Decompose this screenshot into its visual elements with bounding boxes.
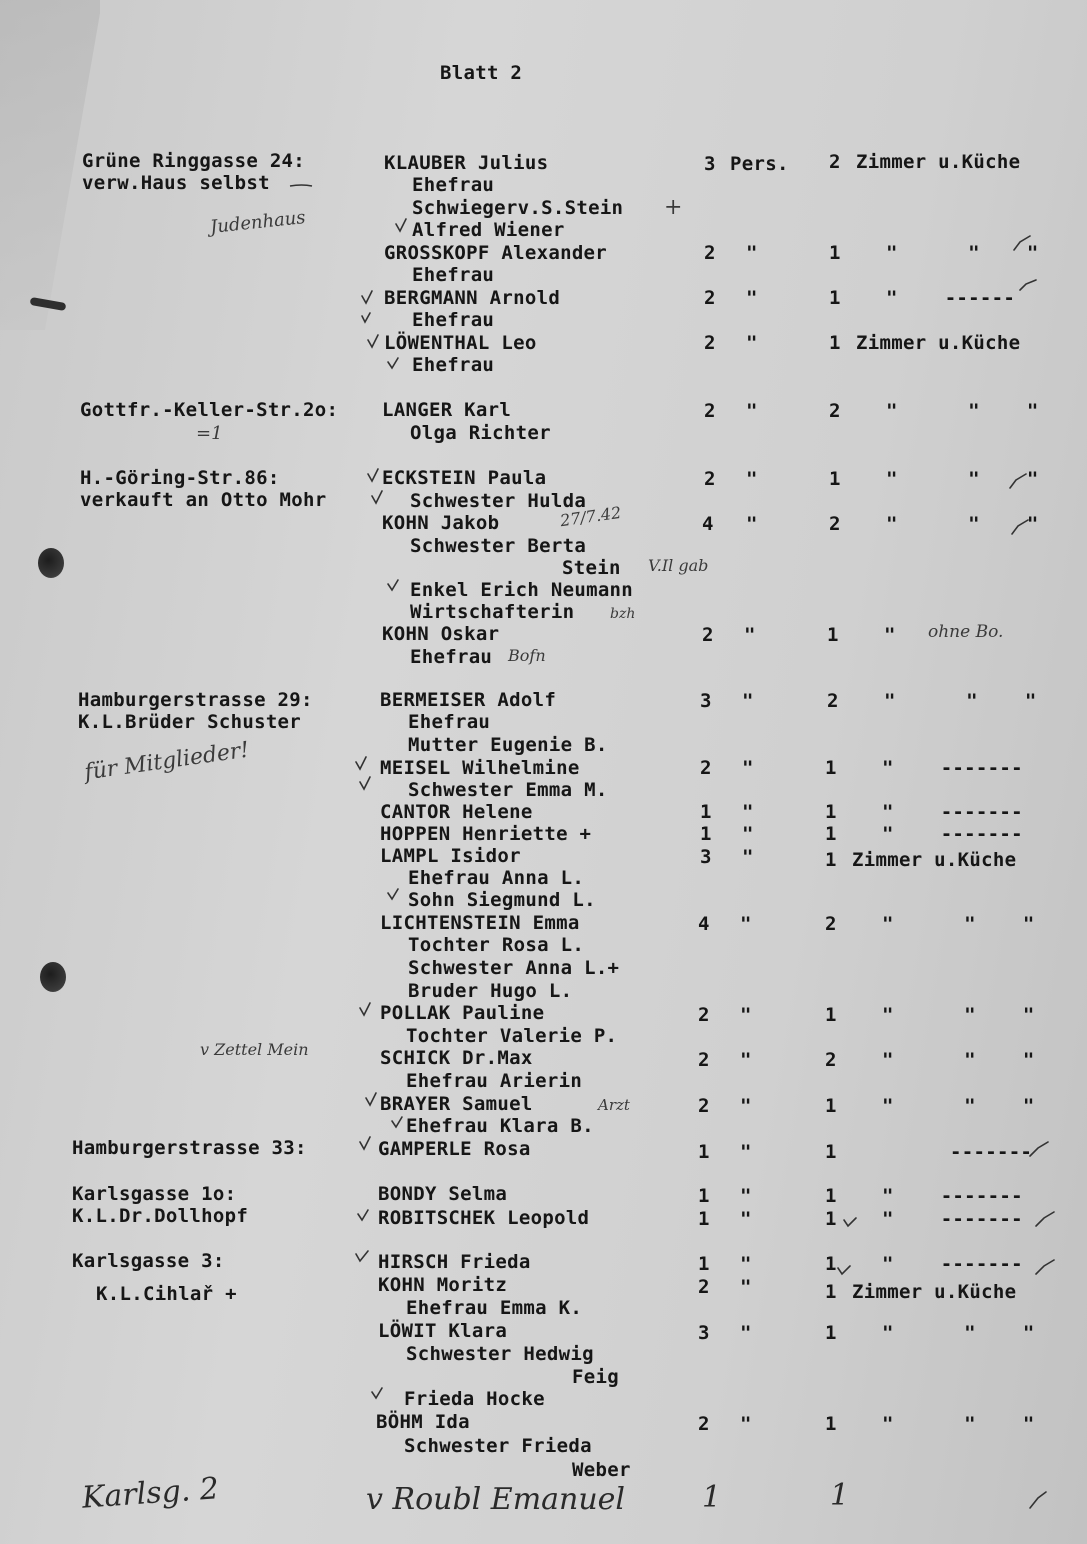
persons-count: 4 — [698, 913, 710, 935]
handwritten-note: 1 — [830, 1478, 850, 1513]
name-row: HOPPEN Henriette + — [380, 823, 592, 845]
name-row: BRAYER Samuel — [380, 1093, 533, 1115]
ditto-mark: " — [740, 1253, 752, 1275]
rooms-count: 2 — [829, 400, 841, 422]
rooms-desc: " " " — [884, 690, 1037, 712]
rooms-count: 1 — [825, 1413, 837, 1435]
rooms-count: 2 — [825, 1049, 837, 1071]
address-note-dollhopf: K.L.Dr.Dollhopf — [72, 1205, 249, 1227]
address-karlsgasse-3: Karlsgasse 3: — [72, 1250, 225, 1272]
name-row: Ehefrau — [412, 174, 495, 196]
name-row: LÖWENTHAL Leo — [384, 332, 537, 354]
name-row: Schwester Hulda — [410, 490, 587, 512]
rooms-desc: Zimmer u.Küche — [852, 1281, 1017, 1303]
rooms-count: 1 — [827, 624, 839, 646]
name-row: Schwester Berta — [410, 535, 587, 557]
persons-count: 2 — [698, 1413, 710, 1435]
name-row: Weber — [572, 1459, 631, 1481]
rooms-count: 1 — [825, 1281, 837, 1303]
handwritten-note: bzh — [610, 606, 636, 622]
name-row: GAMPERLE Rosa — [378, 1138, 531, 1160]
rooms-desc: " " " — [886, 400, 1039, 422]
ditto-mark: " — [740, 1276, 752, 1298]
name-row: Tochter Valerie P. — [406, 1025, 618, 1047]
name-row: Schwester Emma M. — [408, 779, 608, 801]
name-row: Tochter Rosa L. — [408, 934, 585, 956]
ditto-mark: " — [742, 823, 754, 845]
name-row: Schwiegerv.S.Stein — [412, 197, 624, 219]
handwritten-note: 27/7.42 — [558, 502, 623, 531]
rooms-desc: ------- — [950, 1141, 1033, 1163]
persons-count: 3 — [704, 153, 716, 175]
name-row: KOHN Oskar — [382, 623, 500, 645]
name-row: POLLAK Pauline — [380, 1002, 545, 1024]
persons-count: 1 — [698, 1185, 710, 1207]
name-row: Sohn Siegmund L. — [408, 889, 596, 911]
rooms-count: 1 — [825, 1095, 837, 1117]
persons-count: 2 — [698, 1004, 710, 1026]
rooms-desc: Zimmer u.Küche — [852, 849, 1017, 871]
rooms-desc: " ------- — [882, 801, 1023, 823]
handwritten-note: 1 — [702, 1480, 722, 1515]
rooms-count: 1 — [825, 1185, 837, 1207]
name-row: Alfred Wiener — [412, 219, 565, 241]
name-row: LÖWIT Klara — [378, 1320, 508, 1342]
rooms-count: 2 — [829, 513, 841, 535]
ditto-mark: " — [740, 913, 752, 935]
name-row: LANGER Karl — [382, 399, 512, 421]
name-row: LAMPL Isidor — [380, 845, 521, 867]
handwritten-note: Judenhaus — [209, 207, 307, 238]
persons-count: 2 — [704, 287, 716, 309]
rooms-count: 1 — [825, 823, 837, 845]
rooms-count: 2 — [829, 151, 841, 173]
address-gottfr-keller-str: Gottfr.-Keller-Str.2o: — [80, 399, 339, 421]
sheet-title: Blatt 2 — [440, 62, 523, 84]
rooms-desc: " ------- — [882, 757, 1023, 779]
name-row: Stein — [562, 557, 621, 579]
handwritten-note: Arzt — [598, 1096, 630, 1114]
persons-count: 1 — [698, 1253, 710, 1275]
rooms-count: 1 — [829, 287, 841, 309]
rooms-count: 1 — [829, 468, 841, 490]
name-row: Wirtschafterin — [410, 601, 575, 623]
ditto-mark: " — [740, 1208, 752, 1230]
persons-count: 2 — [700, 757, 712, 779]
ditto-mark: " — [740, 1413, 752, 1435]
name-row: GROSSKOPF Alexander — [384, 242, 608, 264]
ditto-mark: " — [746, 287, 758, 309]
handwritten-note: Bofn — [508, 646, 546, 665]
rooms-count: 1 — [825, 1253, 837, 1275]
ditto-mark: " — [744, 624, 756, 646]
name-row: MEISEL Wilhelmine — [380, 757, 580, 779]
handwritten-note: V.Il gab — [648, 556, 709, 575]
address-goering-str: H.-Göring-Str.86: — [80, 467, 280, 489]
rooms-desc: " ------- — [882, 1185, 1023, 1207]
rooms-count: 1 — [825, 849, 837, 871]
handwritten-plus: + — [664, 195, 683, 220]
persons-count: 2 — [698, 1049, 710, 1071]
address-hamburgerstrasse-33: Hamburgerstrasse 33: — [72, 1137, 307, 1159]
name-row: Schwester Frieda — [404, 1435, 592, 1457]
ditto-mark: " — [746, 513, 758, 535]
handwritten-note: v Roubl Emanuel — [366, 1482, 626, 1517]
persons-count: 1 — [700, 823, 712, 845]
rooms-desc: " ------- — [882, 1208, 1023, 1230]
rooms-desc: " " " — [882, 1322, 1035, 1344]
rooms-desc: " ------- — [882, 1253, 1023, 1275]
name-row: Ehefrau — [408, 711, 491, 733]
ditto-mark: " — [742, 801, 754, 823]
name-row: BERMEISER Adolf — [380, 689, 557, 711]
persons-count: 1 — [698, 1208, 710, 1230]
rooms-count: 2 — [827, 690, 839, 712]
name-row: KOHN Jakob — [382, 512, 500, 534]
ditto-mark: " — [740, 1095, 752, 1117]
handwritten-note: =1 — [196, 423, 223, 444]
rooms-desc: " " " — [882, 1413, 1035, 1435]
rooms-desc: " " " — [886, 513, 1039, 535]
name-row: Bruder Hugo L. — [408, 980, 573, 1002]
name-row: Ehefrau — [412, 309, 495, 331]
ditto-mark: " — [742, 690, 754, 712]
ditto-mark: " — [740, 1185, 752, 1207]
ditto-mark: " — [740, 1322, 752, 1344]
address-karlsgasse-10: Karlsgasse 1o: — [72, 1183, 237, 1205]
name-row: KOHN Moritz — [378, 1274, 508, 1296]
name-row: Ehefrau Anna L. — [408, 867, 585, 889]
name-row: Ehefrau Emma K. — [406, 1297, 583, 1319]
rooms-count: 1 — [825, 1004, 837, 1026]
rooms-desc: " " " — [882, 913, 1035, 935]
persons-count: 3 — [700, 846, 712, 868]
persons-count: 2 — [698, 1095, 710, 1117]
name-row: Ehefrau Arierin — [406, 1070, 583, 1092]
persons-count: 2 — [704, 400, 716, 422]
ditto-mark: " — [746, 242, 758, 264]
address-gruene-ringgasse: Grüne Ringgasse 24: — [82, 150, 306, 172]
rooms-count: 1 — [825, 801, 837, 823]
ditto-mark: " — [742, 846, 754, 868]
rooms-count: 1 — [829, 242, 841, 264]
ditto-mark: " — [746, 332, 758, 354]
name-row: BONDY Selma — [378, 1183, 508, 1205]
rooms-count: 1 — [825, 1141, 837, 1163]
name-row: KLAUBER Julius — [384, 152, 549, 174]
name-row: BERGMANN Arnold — [384, 287, 561, 309]
rooms-count: 1 — [825, 757, 837, 779]
handwritten-note: ohne Bo. — [928, 622, 1004, 642]
name-row: BÖHM Ida — [376, 1411, 470, 1433]
persons-count: 1 — [700, 801, 712, 823]
name-row: LICHTENSTEIN Emma — [380, 912, 580, 934]
address-hamburgerstrasse-29: Hamburgerstrasse 29: — [78, 689, 313, 711]
persons-count: 2 — [702, 624, 714, 646]
name-row: ECKSTEIN Paula — [382, 467, 547, 489]
rooms-desc: " ------- — [882, 823, 1023, 845]
name-row: Ehefrau Klara B. — [406, 1115, 594, 1137]
rooms-desc: " " " — [882, 1049, 1035, 1071]
name-row: Mutter Eugenie B. — [408, 734, 608, 756]
rooms-desc: " " " — [886, 468, 1039, 490]
ditto-mark: " — [746, 400, 758, 422]
persons-count: 2 — [698, 1276, 710, 1298]
name-row: Feig — [572, 1366, 619, 1388]
ditto-mark: " — [746, 468, 758, 490]
name-row: Olga Richter — [410, 422, 551, 444]
name-row: HIRSCH Frieda — [378, 1251, 531, 1273]
name-row: ROBITSCHEK Leopold — [378, 1207, 590, 1229]
rooms-count: 1 — [829, 332, 841, 354]
ditto-mark: " — [740, 1049, 752, 1071]
persons-count: 3 — [698, 1322, 710, 1344]
rooms-desc: Zimmer u.Küche — [856, 332, 1021, 354]
name-row: Schwester Hedwig — [406, 1343, 594, 1365]
rooms-desc: " " " — [882, 1095, 1035, 1117]
rooms-desc: " ------ — [886, 287, 1016, 309]
persons-count: 3 — [700, 690, 712, 712]
address-note-cihlar: K.L.Cihlař + — [96, 1283, 237, 1305]
persons-count: 2 — [704, 332, 716, 354]
rooms-desc: Zimmer u.Küche — [856, 151, 1021, 173]
name-row: Ehefrau — [412, 264, 495, 286]
name-row: SCHICK Dr.Max — [380, 1047, 533, 1069]
address-note-verw-haus: verw.Haus selbst — [82, 172, 270, 194]
ditto-mark: " — [742, 757, 754, 779]
rooms-desc: " — [884, 624, 896, 646]
persons-count: 4 — [702, 513, 714, 535]
name-row: Schwester Anna L.+ — [408, 957, 620, 979]
name-row: CANTOR Helene — [380, 801, 533, 823]
address-note-verkauft: verkauft an Otto Mohr — [80, 489, 327, 511]
rooms-desc: " " " — [886, 242, 1039, 264]
persons-count: 2 — [704, 468, 716, 490]
ditto-mark: " — [740, 1004, 752, 1026]
rooms-count: 1 — [825, 1322, 837, 1344]
persons-count: 2 — [704, 242, 716, 264]
handwritten-note: Karlsg. 2 — [80, 1471, 221, 1516]
name-row: Ehefrau — [410, 646, 493, 668]
handwritten-note: für Mitglieder! — [82, 737, 251, 786]
ditto-mark: " — [740, 1141, 752, 1163]
persons-label: Pers. — [730, 153, 789, 175]
rooms-count: 1 — [825, 1208, 837, 1230]
handwritten-note: v Zettel Mein — [200, 1040, 309, 1059]
persons-count: 1 — [698, 1141, 710, 1163]
address-note-schuster: K.L.Brüder Schuster — [78, 711, 302, 733]
name-row: Enkel Erich Neumann — [410, 579, 634, 601]
name-row: Frieda Hocke — [404, 1388, 545, 1410]
rooms-count: 2 — [825, 913, 837, 935]
rooms-desc: " " " — [882, 1004, 1035, 1026]
name-row: Ehefrau — [412, 354, 495, 376]
